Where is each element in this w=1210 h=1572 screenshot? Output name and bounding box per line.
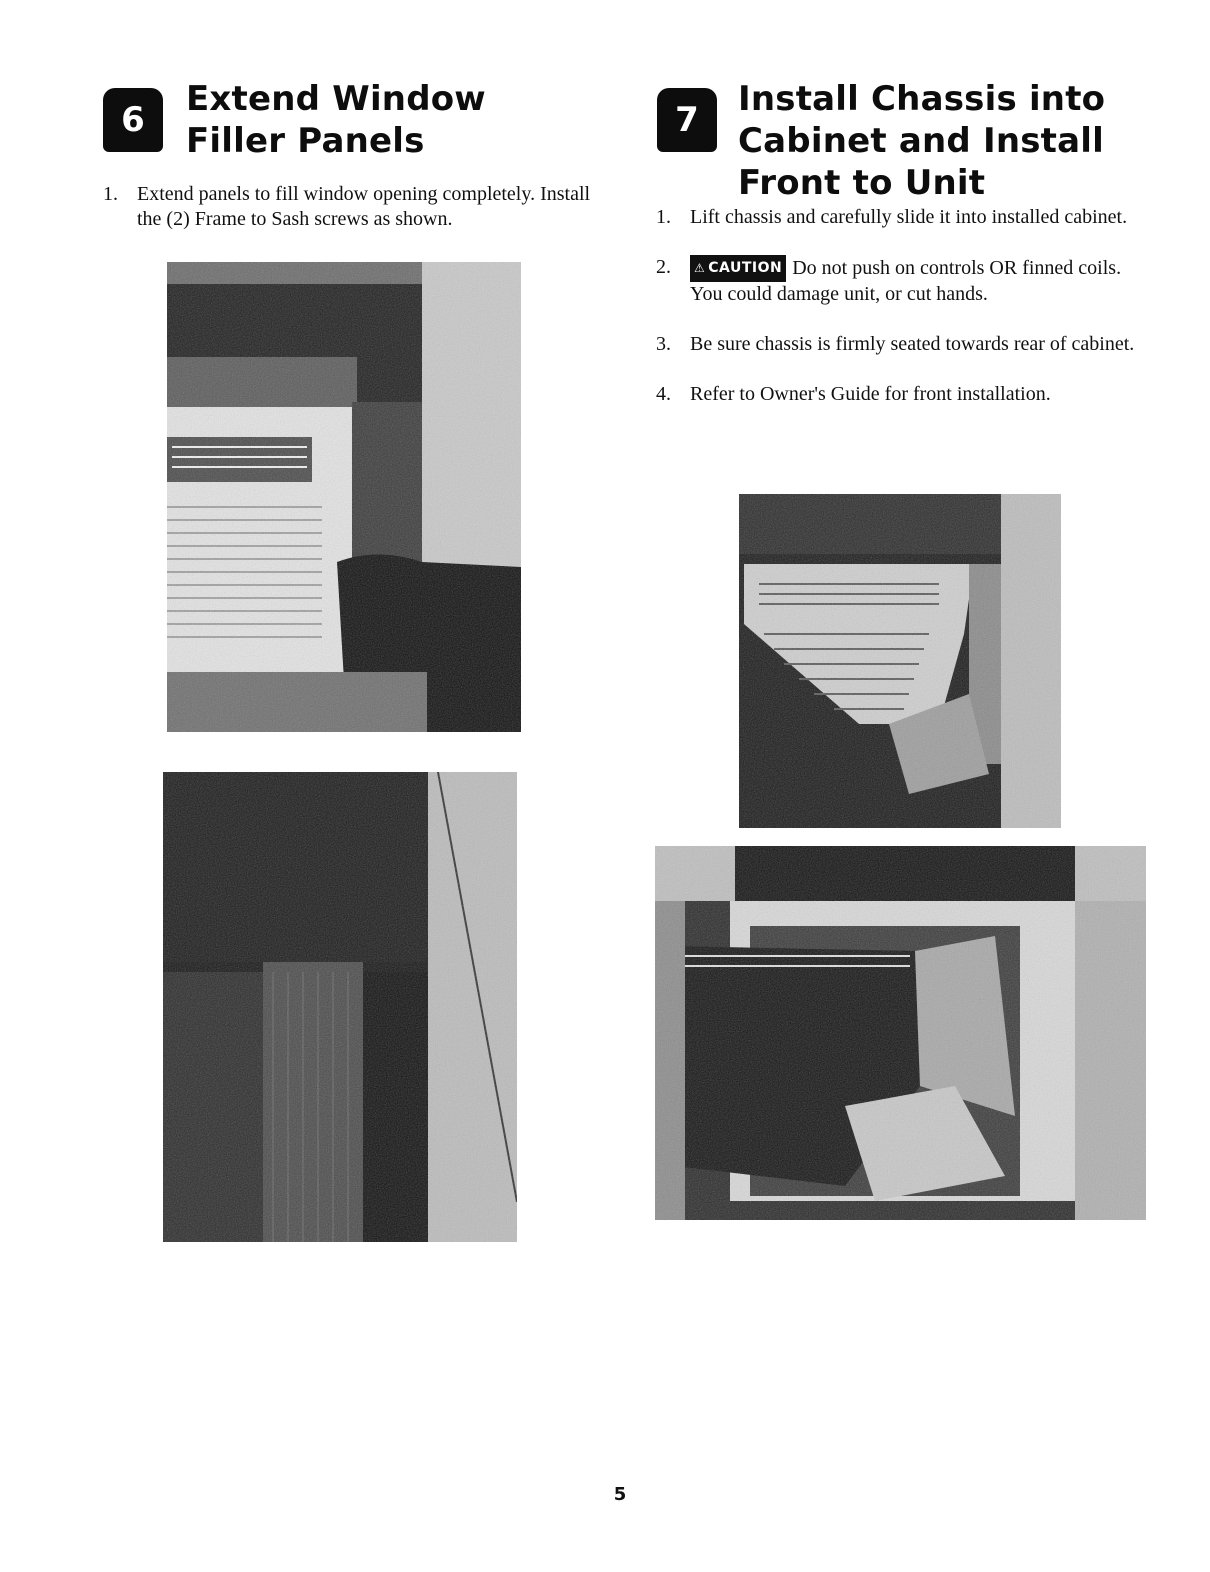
warning-triangle-icon: ⚠ [694,261,706,275]
chassis-front-view-photo [739,494,1061,828]
instruction-number: 1. [103,183,118,205]
chassis-sliding-into-cabinet-photo [655,846,1146,1220]
step-7-title-line-2: Cabinet and Install [738,121,1104,161]
step-6-badge: 6 [103,88,163,152]
instruction-text: Extend panels to fill window opening completely. Install the (2) Frame to Sash screws as shown. [137,183,591,230]
step-6-title-line-1: Extend Window [186,79,486,119]
step-7-instructions [656,205,1146,432]
step-6-title [186,78,486,162]
instruction-number: 3. [656,333,671,355]
step-7-badge: 7 [657,88,717,152]
step-7-instruction-3 [656,332,1146,357]
step-6-title-line-2: Filler Panels [186,121,425,161]
instruction-text: Lift chassis and carefully slide it into installed cabinet. [690,206,1128,228]
instruction-number: 2. [656,256,671,278]
instruction-number: 4. [656,383,671,405]
instruction-number: 1. [656,206,671,228]
step-7-title-line-3: Front to Unit [738,163,986,203]
step-6-instructions [103,182,593,257]
caution-label: CAUTION [708,260,783,276]
caution-badge [690,255,786,282]
step-7-instruction-1 [656,205,1146,230]
instruction-text: Do not push on controls OR finned coils. You could damage unit, or cut hands. [690,257,1122,305]
instruction-text: Refer to Owner's Guide for front installation. [690,383,1051,405]
instruction-text: Be sure chassis is firmly seated towards rear of cabinet. [690,333,1135,355]
step-6-instruction-1 [103,182,593,232]
step-7-instruction-4 [656,382,1146,407]
window-panel-extension-photo [167,262,521,732]
step-7-title-line-1: Install Chassis into [738,79,1106,119]
page-number: 5 [613,1484,627,1505]
filler-panel-closeup-photo [163,772,517,1242]
step-7-title [738,78,1105,204]
step-7-instruction-2 [656,255,1146,307]
